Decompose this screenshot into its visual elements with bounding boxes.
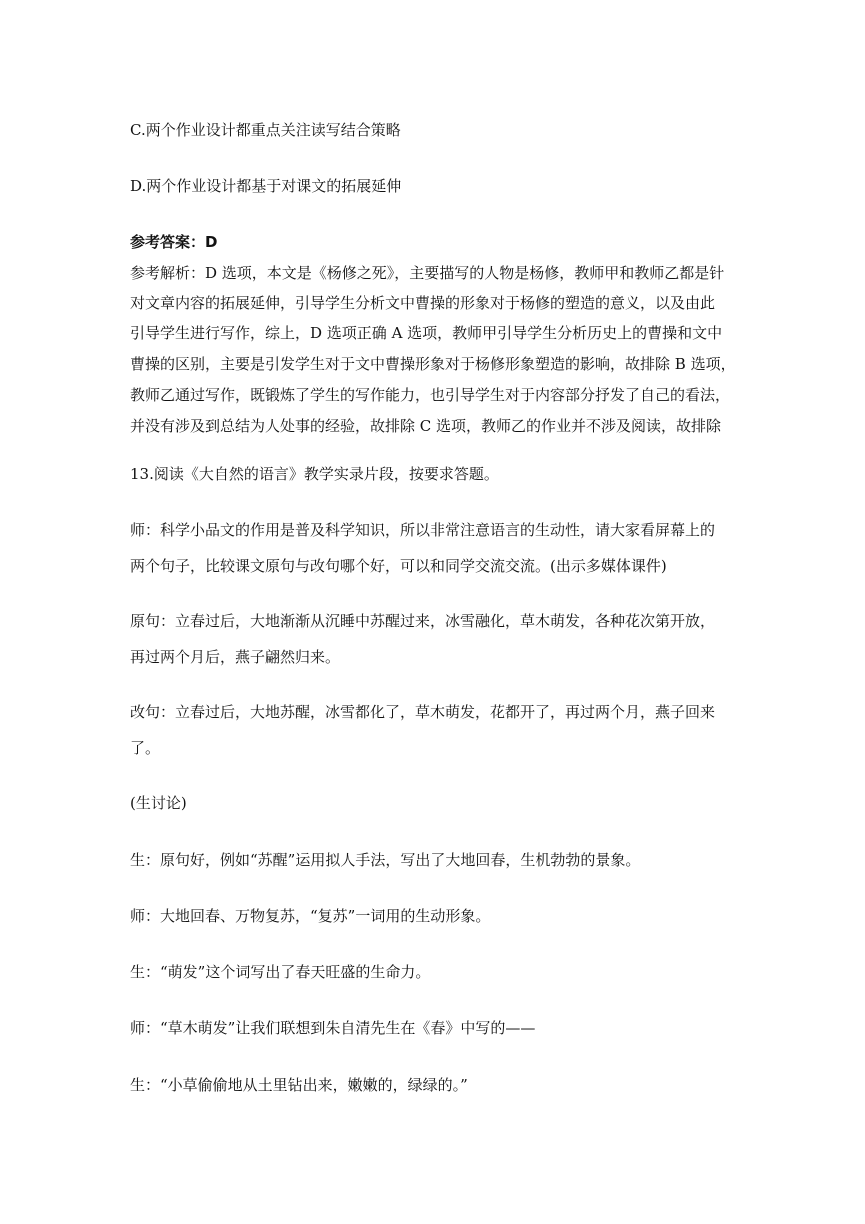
- dialogue-line: 师：“草木萌发”让我们联想到朱自清先生在《春》中写的——: [130, 1019, 536, 1037]
- analysis-line: 参考解析：D 选项，本文是《杨修之死》，主要描写的人物是杨修，教师甲和教师乙都是针: [130, 264, 725, 282]
- analysis-line: 教师乙通过写作，既锻炼了学生的写作能力，也引导学生对于内容部分抒发了自己的看法，: [130, 386, 731, 404]
- analysis-line: 对文章内容的拓展延伸，引导学生分析文中曹操的形象对于杨修的塑造的意义，以及由此: [130, 294, 716, 312]
- teacher-intro-line: 两个句子，比较课文原句与改句哪个好，可以和同学交流交流。(出示多媒体课件): [130, 557, 667, 575]
- revised-sentence-line: 了。: [130, 739, 161, 757]
- option-c: C.两个作业设计都重点关注读写结合策略: [130, 121, 401, 139]
- revised-sentence-line: 改句：立春过后，大地苏醒，冰雪都化了，草木萌发，花都开了，再过两个月，燕子回来: [130, 703, 716, 721]
- analysis-line: 并没有涉及到总结为人处事的经验，故排除 C 选项，教师乙的作业并不涉及阅读，故排除: [130, 417, 722, 435]
- question-13: 13.阅读《大自然的语言》教学实录片段，按要求答题。: [130, 465, 499, 483]
- analysis-line: 曹操的区别，主要是引发学生对于文中曹操形象对于杨修形象塑造的影响，故排除 B 选项，: [130, 355, 736, 373]
- option-d: D.两个作业设计都基于对课文的拓展延伸: [130, 177, 402, 195]
- dialogue-line: 生：原句好，例如“苏醒”运用拟人手法，写出了大地回春，生机勃勃的景象。: [130, 851, 641, 869]
- reference-answer: 参考答案：D: [130, 233, 218, 251]
- teacher-intro-line: 师：科学小品文的作用是普及科学知识，所以非常注意语言的生动性，请大家看屏幕上的: [130, 521, 716, 539]
- dialogue-line: 师：大地回春、万物复苏，“复苏”一词用的生动形象。: [130, 907, 491, 925]
- dialogue-line: 生：“小草偷偷地从土里钻出来，嫩嫩的，绿绿的。”: [130, 1076, 468, 1094]
- analysis-line: 引导学生进行写作，综上，D 选项正确 A 选项，教师甲引导学生分析历史上的曹操和文中: [130, 324, 723, 342]
- original-sentence-line: 原句：立春过后，大地渐渐从沉睡中苏醒过来，冰雪融化，草木萌发，各种花次第开放，: [130, 612, 716, 630]
- dialogue-line: 生：“萌发”这个词写出了春天旺盛的生命力。: [130, 963, 431, 981]
- original-sentence-line: 再过两个月后，燕子翩然归来。: [130, 648, 341, 666]
- discussion-note: (生讨论): [130, 794, 187, 812]
